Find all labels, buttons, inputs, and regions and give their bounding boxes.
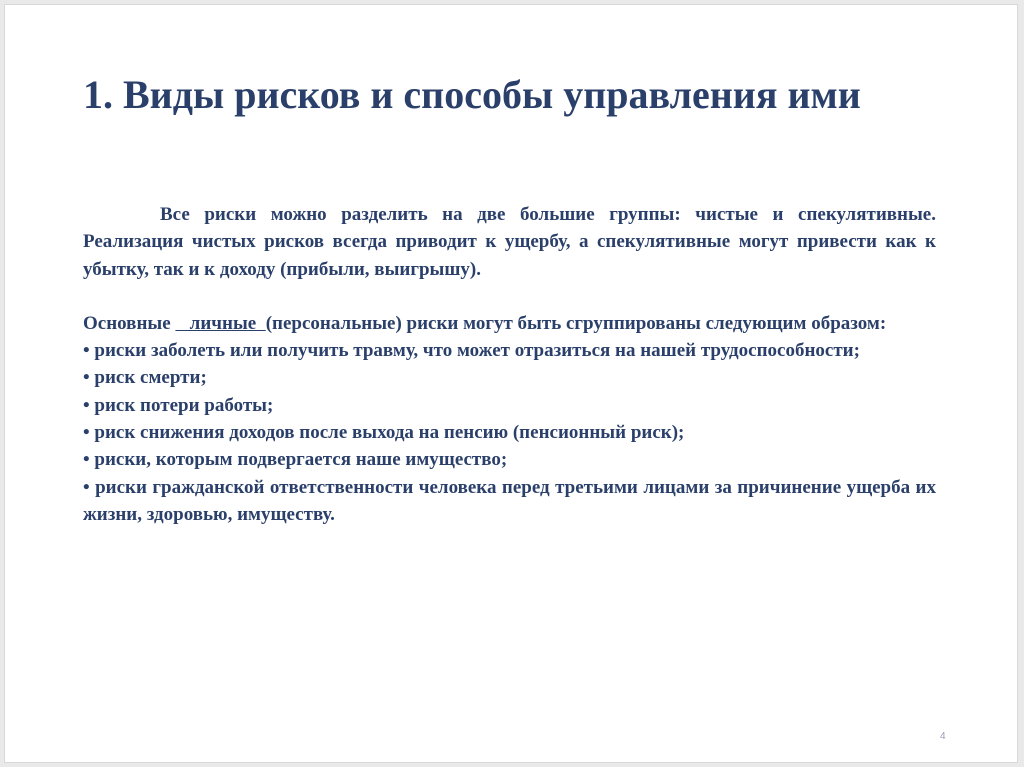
personal-risks-keyword: личные bbox=[175, 312, 266, 334]
paragraph-gap bbox=[83, 283, 936, 310]
slide-title: 1. Виды рисков и способы управления ими bbox=[83, 72, 861, 117]
personal-risks-paragraph bbox=[83, 310, 936, 337]
bullet-item: • риски гражданской ответственности человека перед третьими лицами за причинение ущерба их жизни, здоровью, имуществу. bbox=[83, 476, 936, 525]
personal-risks-rest: (персональные) риски могут быть сгруппированы следующим образом: bbox=[265, 312, 887, 334]
page-number: 4 bbox=[940, 731, 946, 742]
bullet-item: • риски заболеть или получить травму, что может отразиться на нашей трудоспособности; bbox=[83, 340, 860, 362]
bullet-item: • риски, которым подвергается наше имущество; bbox=[83, 449, 508, 471]
slide-body bbox=[83, 201, 936, 528]
personal-risks-lead: Основные bbox=[83, 312, 176, 334]
bullet-item: • риск потери работы; bbox=[83, 394, 274, 416]
bullet-item: • риск снижения доходов после выхода на пенсию (пенсионный риск); bbox=[83, 422, 685, 444]
intro-paragraph: Все риски можно разделить на две большие группы: чистые и спекулятивные. Реализация чистых рисков всегда приводит к ущербу, а спекулятивные могут привести как к убытку, так и к доходу (прибыли, выигрышу). bbox=[83, 204, 936, 280]
bullet-item: • риск смерти; bbox=[83, 367, 207, 389]
slide bbox=[4, 4, 1018, 763]
